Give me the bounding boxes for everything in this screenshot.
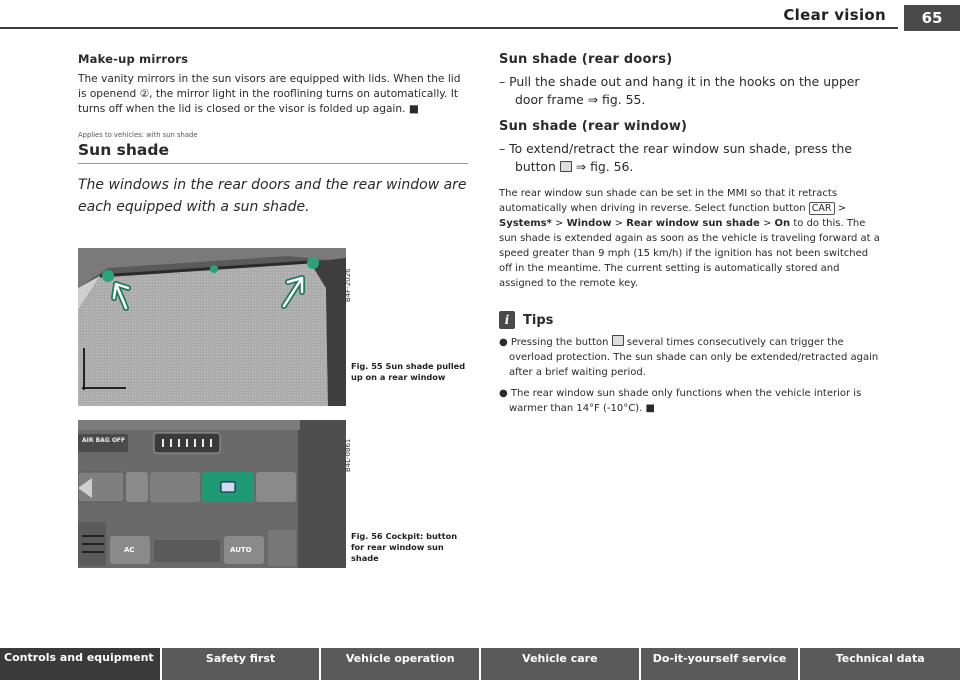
- section-title: Sun shade: [78, 141, 468, 164]
- sunshade-button-icon: [560, 161, 572, 172]
- page-number-box: [904, 5, 960, 31]
- lead-text: The windows in the rear doors and the rear window are each equipped with a sun shade.: [78, 177, 467, 215]
- sunshade-button-icon: [612, 335, 624, 346]
- fig56-code: B4L-0861: [344, 438, 352, 472]
- chapter-title: Clear vision: [783, 6, 886, 24]
- tab-safety-first[interactable]: Safety first: [162, 648, 320, 680]
- fig56-image: [78, 420, 346, 568]
- left-column: [78, 52, 468, 218]
- tips-header: [499, 311, 884, 329]
- right-column: [499, 52, 884, 422]
- page-number: 65: [921, 9, 943, 27]
- header-rule: [0, 27, 898, 29]
- ac-label: AC: [124, 546, 135, 554]
- fig56-caption: Fig. 56 Cockpit: button for rear window sun shade: [351, 531, 458, 563]
- applies-note: Applies to vehicles: with sun shade: [78, 131, 198, 139]
- tab-vehicle-care[interactable]: Vehicle care: [481, 648, 639, 680]
- sun-shade-illustration: [78, 248, 346, 406]
- rear-doors-step: – Pull the shade out and hang it in the hooks on the upper door frame ⇒ fig. 55.: [499, 74, 860, 107]
- tip-2: ● The rear window sun shade only functions when the vehicle interior is warmer than 14°F (-10°C). ■: [499, 388, 862, 414]
- fig55-caption: Fig. 55 Sun shade pulled up on a rear window: [351, 361, 466, 382]
- fig55-image: [78, 248, 346, 406]
- makeup-heading: Make-up mirrors: [78, 52, 189, 66]
- tips-label: Tips: [523, 312, 554, 328]
- airbag-off-label: AIR BAG OFF: [82, 437, 126, 444]
- circled-2-icon: ②: [139, 88, 150, 100]
- makeup-text: The vanity mirrors in the sun visors are equipped with lids. When the lid is openend ②, the mirror light in the rooflining turns on automatically. It turns off when the lid is closed or the visor is folded up again. ■: [78, 73, 461, 115]
- footer-nav: [0, 648, 960, 680]
- car-key-label: CAR: [809, 202, 835, 215]
- tab-vehicle-operation[interactable]: Vehicle operation: [321, 648, 479, 680]
- tab-do-it-yourself-service[interactable]: Do-it-yourself service: [641, 648, 799, 680]
- info-icon: i: [499, 311, 515, 329]
- mmi-paragraph: The rear window sun shade can be set in the MMI so that it retracts automatically when driving in reverse. Select function button CAR > Systems* > Window > Rear window sun shade > On to do this. The sun shade is extended again as soon as the vehicle is traveling forward at a speed greater than 9 mph (15 km/h) if the ignition has not been switched off in the meantime. The current setting is automatically stored and assigned to the remote key.: [499, 188, 880, 289]
- rear-window-heading: Sun shade (rear window): [499, 119, 688, 134]
- fig55-code: B4F-2026: [344, 268, 352, 302]
- rear-window-step: – To extend/retract the rear window sun shade, press the button ⇒ fig. 56.: [499, 141, 852, 174]
- auto-label: AUTO: [230, 546, 252, 554]
- tab-controls-and-equipment[interactable]: Controls and equipment: [0, 648, 160, 680]
- tab-technical-data[interactable]: Technical data: [800, 648, 960, 680]
- tip-1: ● Pressing the button several times consecutively can trigger the overload protection. The sun shade can only be extended/retracted again after a brief waiting period.: [499, 337, 879, 378]
- rear-doors-heading: Sun shade (rear doors): [499, 52, 673, 67]
